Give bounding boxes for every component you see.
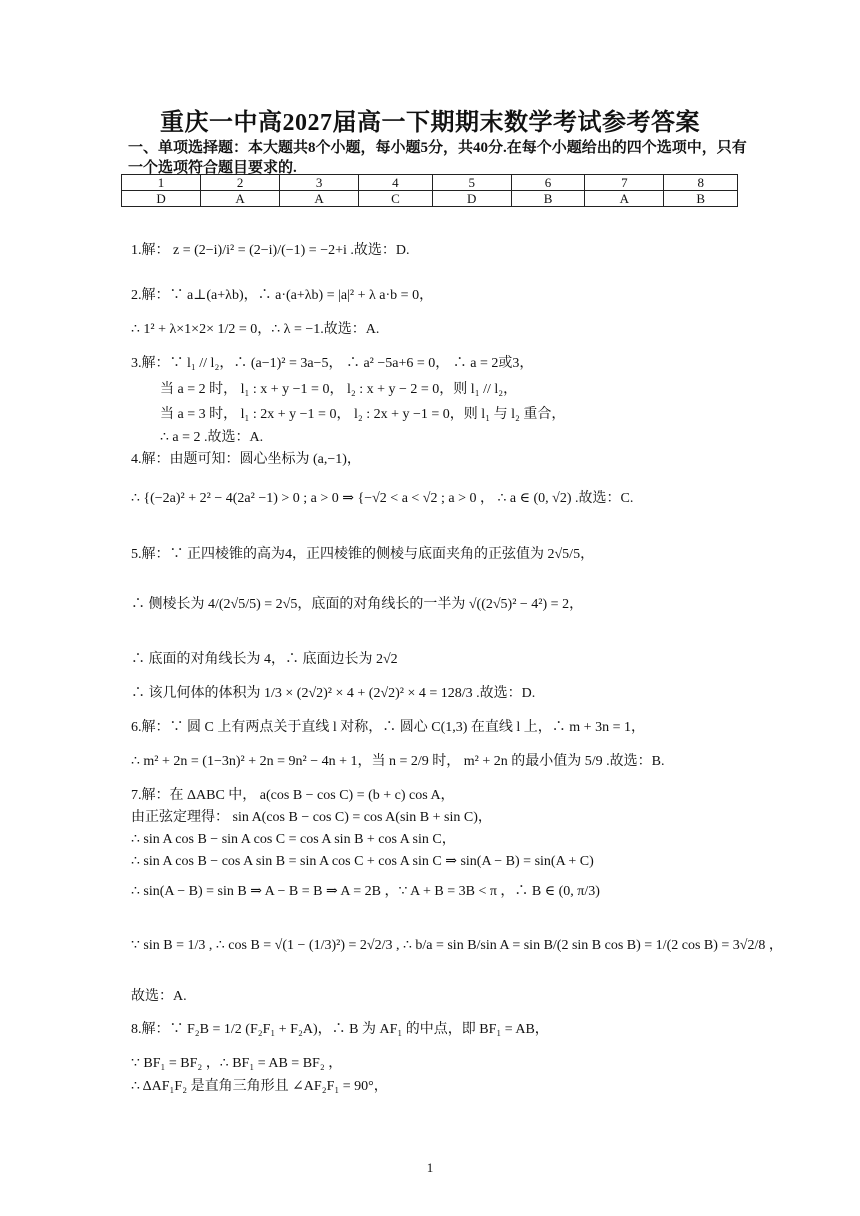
solution-line: 4.解：由题可知：圆心坐标为 (a,−1)， bbox=[131, 452, 361, 467]
table-cell: 1 bbox=[122, 175, 201, 191]
table-cell: A bbox=[585, 191, 664, 207]
solution-line: 当 a = 2 时， l₁ : x + y −1 = 0， l₂ : x + y − 2 = 0，则 l₁ // l₂， bbox=[160, 382, 518, 397]
answer-table bbox=[121, 174, 738, 207]
table-cell: 4 bbox=[359, 175, 433, 191]
solution-line: 7.解：在 ΔABC 中， a(cos B − cos C) = (b + c) cos A， bbox=[131, 788, 455, 803]
solution-line: 1.解： z = (2−i)/i² = (2−i)/(−1) = −2+i .故选：D. bbox=[131, 243, 410, 258]
solution-line: ∵ sin B = 1/3 , ∴ cos B = √(1 − (1/3)²) = 2√2/3 , ∴ b/a = sin B/sin A = sin B/(2 sin B cos B) = 1/(2 cos B) = 3√2/8 ， bbox=[131, 938, 783, 953]
solution-line: 故选：A. bbox=[131, 989, 187, 1004]
solution-line: 当 a = 3 时， l₁ : 2x + y −1 = 0， l₂ : 2x + y −1 = 0，则 l₁ 与 l₂ 重合， bbox=[160, 407, 566, 422]
table-cell: 6 bbox=[511, 175, 585, 191]
page-number: 1 bbox=[426, 1160, 434, 1175]
answer-table-answer-row bbox=[122, 191, 738, 207]
table-cell: 8 bbox=[664, 175, 738, 191]
solution-line: ∴ sin A cos B − cos A sin B = sin A cos C + cos A sin C ⇒ sin(A − B) = sin(A + C) bbox=[131, 854, 594, 869]
solution-line: 6.解：∵ 圆 C 上有两点关于直线 l 对称，∴ 圆心 C(1,3) 在直线 l 上，∴ m + 3n = 1， bbox=[131, 720, 645, 735]
solution-line: ∴ 该几何体的体积为 1/3 × (2√2)² × 4 + (2√2)² × 4 = 128/3 .故选：D. bbox=[131, 686, 536, 701]
solution-line: ∴ {(−2a)² + 2² − 4(2a² −1) > 0 ; a > 0 ⇒ {−√2 < a < √2 ; a > 0 ， ∴ a ∈ (0, √2) .故选：C. bbox=[131, 491, 634, 506]
table-cell: D bbox=[432, 191, 511, 207]
solution-line: ∴ m² + 2n = (1−3n)² + 2n = 9n² − 4n + 1，当 n = 2/9 时， m² + 2n 的最小值为 5/9 .故选：B. bbox=[131, 754, 665, 769]
solution-line: ∴ 侧棱长为 4/(2√5/5) = 2√5，底面的对角线长的一半为 √((2√5)² − 4²) = 2， bbox=[131, 597, 584, 612]
solution-line: ∴ a = 2 .故选：A. bbox=[160, 430, 264, 445]
solution-line: 5.解：∵ 正四棱锥的高为4，正四棱锥的侧棱与底面夹角的正弦值为 2√5/5， bbox=[131, 547, 595, 562]
solution-line: ∴ 1² + λ×1×2× 1/2 = 0，∴ λ = −1.故选：A. bbox=[131, 322, 380, 337]
solution-line: 由正弦定理得： sin A(cos B − cos C) = cos A(sin B + sin C)， bbox=[131, 810, 492, 825]
solution-line: 3.解：∵ l₁ // l₂，∴ (a−1)² = 3a−5， ∴ a² −5a+6 = 0， ∴ a = 2或3， bbox=[131, 356, 534, 371]
table-cell: B bbox=[664, 191, 738, 207]
table-cell: D bbox=[122, 191, 201, 207]
solution-line: ∴ ΔAF₁F₂ 是直角三角形且 ∠AF₂F₁ = 90°， bbox=[131, 1079, 388, 1094]
table-cell: C bbox=[359, 191, 433, 207]
table-cell: B bbox=[511, 191, 585, 207]
table-cell: 3 bbox=[280, 175, 359, 191]
solution-line: ∴ sin A cos B − sin A cos C = cos A sin B + cos A sin C， bbox=[131, 832, 456, 847]
table-cell: 2 bbox=[201, 175, 280, 191]
table-cell: A bbox=[201, 191, 280, 207]
table-cell: A bbox=[280, 191, 359, 207]
answer-table-number-row bbox=[122, 175, 738, 191]
solution-line: ∵ BF₁ = BF₂ ，∴ BF₁ = AB = BF₂ ， bbox=[131, 1056, 343, 1071]
table-cell: 5 bbox=[432, 175, 511, 191]
table-cell: 7 bbox=[585, 175, 664, 191]
section-heading: 一、单项选择题：本大题共8个小题，每小题5分，共40分.在每个小题给出的四个选项中，只有一个选项符合题目要求的. bbox=[128, 140, 747, 176]
solution-line: ∴ sin(A − B) = sin B ⇒ A − B = B ⇒ A = 2B ，∵ A + B = 3B < π ，∴ B ∈ (0, π/3) bbox=[131, 884, 600, 899]
solution-line: ∴ 底面的对角线长为 4，∴ 底面边长为 2√2 bbox=[131, 652, 398, 667]
page-title: 重庆一中高2027届高一下期期末数学考试参考答案 bbox=[160, 110, 700, 136]
solution-line: 8.解：∵ F₂B = 1/2 (F₂F₁ + F₂A)，∴ B 为 AF₁ 的中点，即 BF₁ = AB， bbox=[131, 1022, 549, 1037]
solution-line: 2.解：∵ a⊥(a+λb)，∴ a·(a+λb) = |a|² + λ a·b = 0， bbox=[131, 288, 434, 303]
